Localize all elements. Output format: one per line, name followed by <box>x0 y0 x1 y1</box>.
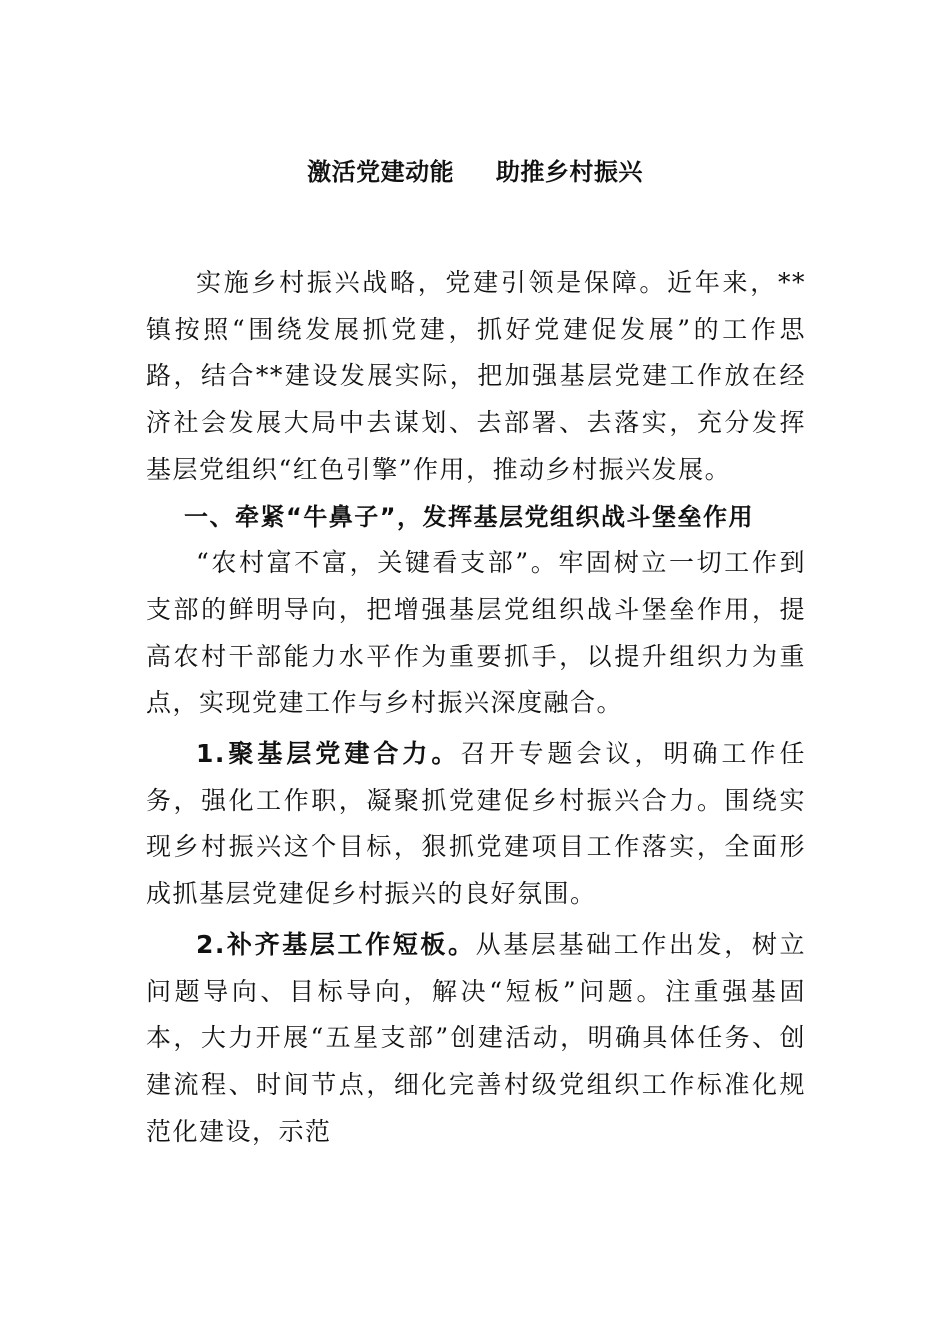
item-1-text: 召开专题会议，明确工作任务，强化工作职，凝聚抓党建促乡村振兴合力。围绕实现乡村振兴这个目标，狠抓党建项目工作落实，全面形成抓基层党建促乡村振兴的良好氛围。 <box>146 739 806 909</box>
item-2-text: 从基层基础工作出发，树立问题导向、目标导向，解决“短板”问题。注重强基固本，大力开展“五星支部”创建活动，明确具体任务、创建流程、时间节点，细化完善村级党组织工作标准化规范化建设，示范 <box>146 929 806 1146</box>
section-1-item-2 <box>146 922 806 1156</box>
document-body <box>146 260 806 1155</box>
item-2-lead: 2.补齐基层工作短板。 <box>196 929 476 959</box>
intro-paragraph: 实施乡村振兴战略，党建引领是保障。近年来，**镇按照“围绕发展抓党建，抓好党建促发展”的工作思路，结合**建设发展实际，把加强基层党建工作放在经济社会发展大局中去谋划、去部署、去落实，充分发挥基层党组织“红色引擎”作用，推动乡村振兴发展。 <box>146 268 806 484</box>
document-title: 激活党建动能 助推乡村振兴 <box>307 158 643 186</box>
item-1-lead: 1.聚基层党建合力。 <box>196 739 461 769</box>
section-1-paragraph: “农村富不富，关键看支部”。牢固树立一切工作到支部的鲜明导向，把增强基层党组织战斗堡垒作用，提高农村干部能力水平作为重要抓手，以提升组织力为重点，实现党建工作与乡村振兴深度融合。 <box>146 548 806 718</box>
section-1-heading: 一、牵紧“牛鼻子”，发挥基层党组织战斗堡垒作用 <box>184 502 755 531</box>
section-1-item-1 <box>146 731 806 918</box>
